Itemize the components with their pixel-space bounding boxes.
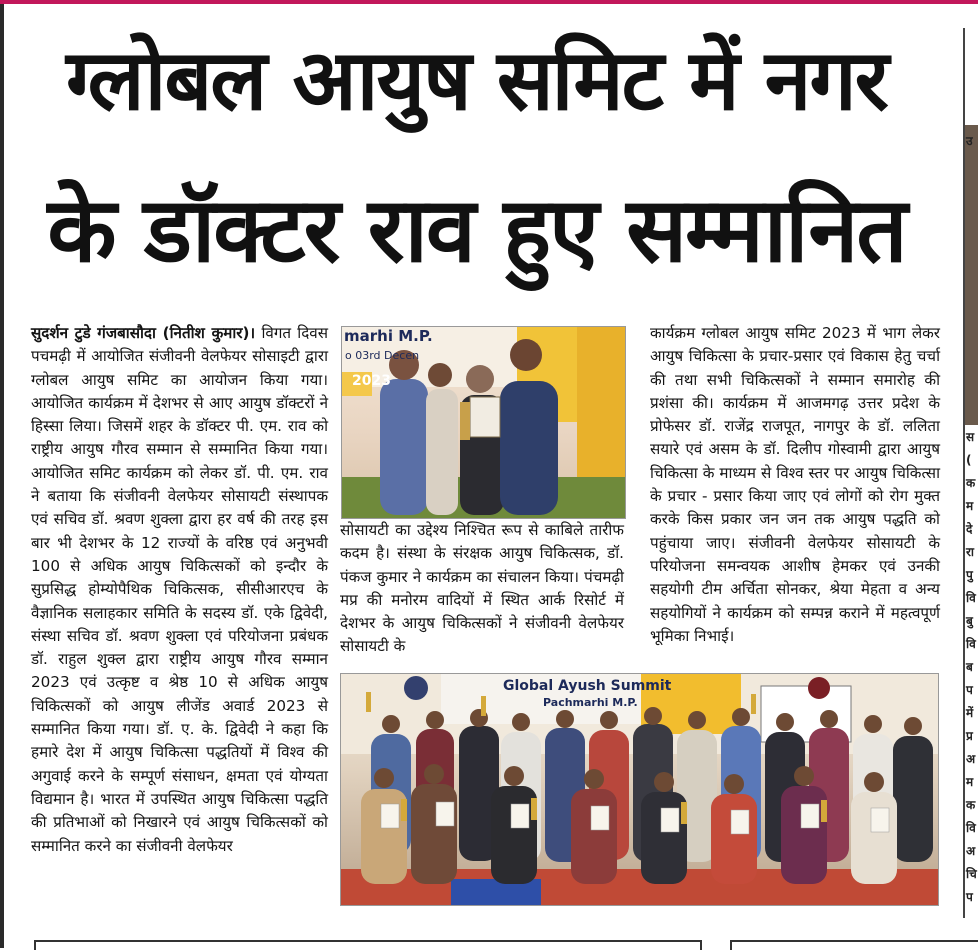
headline	[24, 31, 929, 306]
adjacent-char: रा	[966, 545, 975, 559]
adjacent-char: स	[966, 430, 975, 444]
article-column-3	[650, 322, 940, 648]
adjacent-char: प्र	[966, 729, 973, 743]
adjacent-photo-edge	[965, 125, 978, 425]
page-edge	[0, 4, 4, 948]
adjacent-char: उ	[966, 134, 973, 148]
adjacent-char: वि	[966, 637, 976, 651]
headline-line-2: के डॉक्टर राव हुए सम्मानित	[47, 178, 906, 283]
byline: सुदर्शन टुडे गंजबासौदा (नितीश कुमार)।	[31, 324, 256, 342]
photo1-banner-year: 2023	[352, 373, 391, 389]
adjacent-char: बु	[966, 614, 973, 628]
adjacent-char: प	[966, 683, 973, 697]
top-rule	[0, 0, 978, 4]
adjacent-char: वि	[966, 591, 976, 605]
adjacent-column-text	[966, 130, 978, 153]
column-2-text: सोसायटी का उद्देश्य निश्चित रूप से काबिले तारीफ कदम है। संस्था के संरक्षक आयुष चिकित्सक, डॉ. पंकज कुमार ने कार्यक्रम का संचालन किया। पंचमढ़ी मप्र की मनोरम वादियों में स्थित आर्क रिसोर्ट में देशभर के आयुष चिकित्सकों ने संजीवनी वेलफेयर सोसायटी के	[340, 521, 624, 656]
article-column-2	[340, 519, 624, 659]
adjacent-char: पु	[966, 568, 973, 582]
adjacent-char: म	[966, 775, 974, 789]
photo1-banner-line2: o 03rd Decen	[345, 349, 420, 362]
award-photo	[341, 326, 626, 519]
adjacent-char: चि	[966, 867, 977, 881]
adjacent-char: अ	[966, 752, 976, 766]
adjacent-char: दे	[966, 522, 973, 536]
group-photo	[340, 673, 939, 906]
column-3-text: कार्यक्रम ग्लोबल आयुष समिट 2023 में भाग लेकर आयुष चिकित्सा के प्रचार-प्रसार एवं विकास हेतु चर्चा की तथा सभी चिकित्सकों ने सम्मान समारोह की प्रशंसा की। कार्यक्रम में आजमगढ़ उत्तर प्रदेश के प्रोफेसर डॉ. राजेंद्र राजपूत, नागपुर के डॉ. ललिता सयारे एवं असम के डॉ. दिलीप गोस्वामी द्वारा आयुष चिकित्सा के माध्यम से विश्व स्तर पर आयुष चिकित्सा के प्रचार - प्रसार किया जाए एवं लोगों को रोग मुक्त करके किस प्रकार जन जन तक आयुष पद्धति को पहुंचाया जाए। संजीवनी वेलफेयर सोसायटी के परियोजना समन्वयक आशीष हेमकर एवं उनकी सहयोगी टीम अर्चिता सोनकर, श्रेया मेहता व अन्य सहयोगियों ने कार्यक्रम को सम्पन्न कराने में महत्वपूर्ण भूमिका निभाई।	[650, 324, 940, 645]
headline-line-1: ग्लोबल आयुष समिट में नगर	[66, 31, 887, 129]
article-column-1	[31, 322, 328, 858]
adjacent-char: क	[966, 476, 976, 490]
photo2-banner-title: Global Ayush Summit	[503, 678, 672, 694]
group-photo-scene	[341, 674, 938, 905]
next-article-box-left	[34, 940, 702, 950]
adjacent-char: म	[966, 499, 974, 513]
adjacent-column-text	[966, 426, 978, 909]
next-article-box-right	[730, 940, 978, 950]
adjacent-char: प	[966, 890, 973, 904]
adjacent-char: में	[966, 706, 974, 720]
adjacent-char: (	[966, 453, 972, 467]
photo2-banner-sub: Pachmarhi M.P.	[543, 696, 638, 709]
adjacent-char: क	[966, 798, 976, 812]
column-1-text: विगत दिवस पचमढ़ी में आयोजित संजीवनी वेलफेयर सोसाइटी द्वारा ग्लोबल आयुष समिट का आयोजन किया गया। आयोजित कार्यक्रम में देशभर से आए आयुष डॉक्टरों ने हिस्सा लिया। जिसमें शहर के डॉक्टर पी. एम. राव को राष्ट्रीय आयुष गौरव सम्मान से सम्मानित किया गया। आयोजित समिट कार्यक्रम को लेकर डॉ. पी. एम. राव ने बताया कि संजीवनी वेलफेयर सोसायटी संस्थापक एवं सचिव डॉ. श्रवण शुक्ला द्वारा हर वर्ष की तरह इस बार भी देशभर के 12 राज्यों के वरिष्ठ एवं अनुभवी 100 से अधिक आयुष चिकित्सकों को इन्दौर के सुप्रसिद्ध होम्योपैथिक चिकित्सक, सीसीआरएच के वैज्ञानिक सलाहकार समिति के सदस्य डॉ. एके द्विवेदी, संस्था सचिव डॉ. श्रवण शुक्ला एवं परियोजना प्रबंधक डॉ. राहुल शुक्ल द्वारा राष्ट्रीय आयुष गौरव सम्मान 2023 एवं उत्कृष्ट व श्रेष्ठ 10 से अधिक आयुष चिकित्सकों को आयुष लीजेंड अवार्ड 2023 से सम्मानित किया गया। डॉ. ए. के. द्विवेदी ने कहा कि हमारे देश में आयुष चिकित्सा पद्धतियों में विश्व की अगुवाई करने के सम्पूर्ण संसाधन, क्षमता एवं योग्यता विद्यमान है। भारत में उपस्थित आयुष चिकित्सा पद्धति की प्रतिभाओं को निखारने एवं आयुष चिकित्सकों को सम्मानित करने का संजीवनी वेलफेयर	[31, 324, 329, 855]
adjacent-char: अ	[966, 844, 976, 858]
adjacent-char: ब	[966, 660, 973, 674]
photo1-banner-line1: marhi M.P.	[344, 327, 433, 345]
adjacent-char: वि	[966, 821, 976, 835]
